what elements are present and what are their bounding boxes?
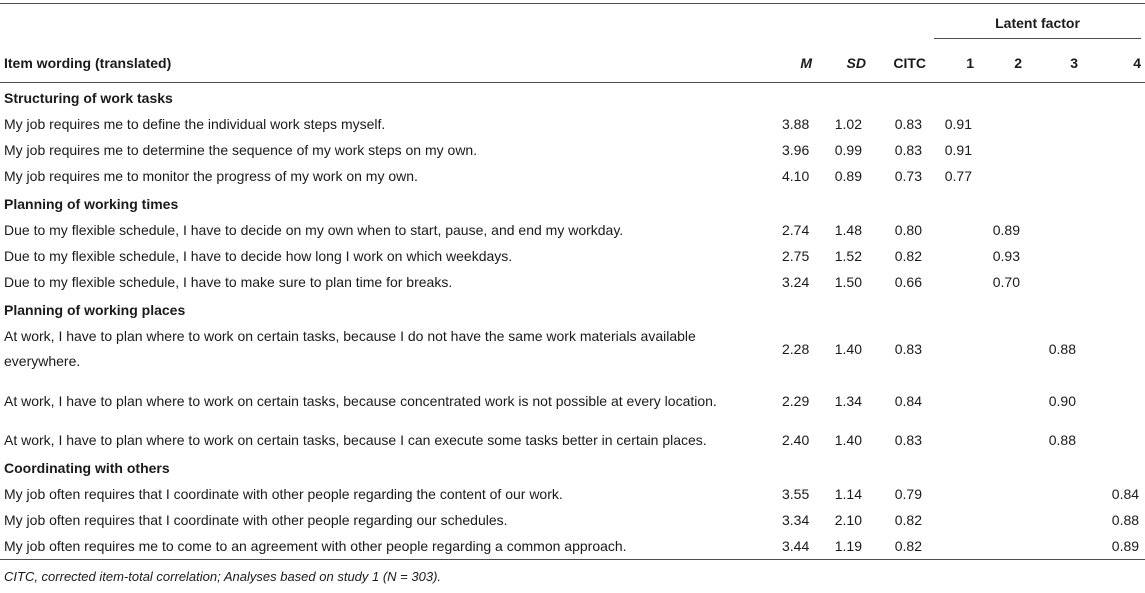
factor-3-header: 3 [1026, 44, 1082, 83]
factor-3-value: 0.88 [1048, 340, 1076, 357]
factor-3-value [1026, 243, 1082, 269]
citc-value: 0.82 [870, 533, 930, 560]
factor-2-value: 0.89 [992, 221, 1020, 238]
citc-value: 0.82 [894, 511, 922, 528]
citc-value: 0.84 [894, 392, 922, 409]
sd-value: 1.02 [834, 115, 862, 132]
factor-4-value [1082, 217, 1145, 243]
factor-4-header: 4 [1082, 44, 1145, 83]
section-header: Structuring of work tasks [4, 89, 173, 106]
table-row [0, 481, 1145, 507]
table-row [0, 323, 1145, 375]
factor-1-value [930, 323, 978, 375]
item-text: Due to my flexible schedule, I have to make sure to plan time for breaks. [4, 273, 453, 290]
item-text: Due to my flexible schedule, I have to decide how long I work on which weekdays. [4, 247, 513, 264]
factor-2-header: 2 [978, 44, 1026, 83]
item-text: At work, I have to plan where to work on certain tasks, because concentrated work is not possible at every location. [4, 392, 717, 409]
table-row [0, 163, 1145, 189]
sd-value: 1.19 [816, 533, 870, 560]
factor-3-value: 0.88 [1048, 431, 1076, 448]
factor-1-value [930, 427, 978, 453]
item-text: At work, I have to plan where to work on certain tasks, because I can execute some tasks better in certain places. [4, 431, 707, 448]
m-value: 2.74 [782, 221, 810, 238]
factor-4-value [1082, 111, 1145, 137]
citc-value: 0.79 [894, 485, 922, 502]
latent-factor-header: Latent factor [930, 4, 1145, 45]
sd-value: 0.89 [834, 167, 862, 184]
m-value: 3.24 [782, 273, 810, 290]
factor-2-value [978, 323, 1026, 375]
m-header: M [778, 44, 816, 83]
citc-value: 0.83 [894, 115, 922, 132]
m-value: 4.10 [782, 167, 810, 184]
table-row [0, 533, 1145, 560]
citc-value: 0.83 [894, 141, 922, 158]
loadings-table [0, 3, 1145, 560]
factor-4-value [1082, 375, 1145, 427]
factor-1-value [930, 269, 978, 295]
factor-2-value [978, 111, 1026, 137]
sd-value: 1.40 [834, 340, 862, 357]
factor-1-value [930, 507, 978, 533]
factor-3-value [1026, 507, 1082, 533]
sd-value: 1.52 [834, 247, 862, 264]
sd-value: 1.34 [834, 392, 862, 409]
factor-2-value [978, 375, 1026, 427]
table-row [0, 243, 1145, 269]
m-value: 3.44 [778, 533, 816, 560]
factor-4-value [1082, 163, 1145, 189]
citc-value: 0.80 [894, 221, 922, 238]
sd-value: 2.10 [834, 511, 862, 528]
item-text: My job requires me to define the individual work steps myself. [4, 115, 386, 132]
factor-3-value [1026, 533, 1082, 560]
section-header: Coordinating with others [4, 459, 170, 476]
factor-2-value [978, 163, 1026, 189]
citc-value: 0.82 [894, 247, 922, 264]
factor-1-value [930, 375, 978, 427]
m-value: 3.55 [782, 485, 810, 502]
m-value: 2.40 [782, 431, 810, 448]
factor-4-value [1082, 427, 1145, 453]
factor-2-value [978, 533, 1026, 560]
citc-value: 0.66 [894, 273, 922, 290]
citc-value: 0.83 [894, 431, 922, 448]
item-text: My job often requires that I coordinate with other people regarding the content of our work. [4, 485, 563, 502]
sd-value: 0.99 [834, 141, 862, 158]
sd-value: 1.48 [834, 221, 862, 238]
factor-2-value: 0.70 [992, 273, 1020, 290]
factor-2-value [978, 427, 1026, 453]
item-text: Due to my flexible schedule, I have to decide on my own when to start, pause, and end my workday. [4, 221, 624, 238]
factor-3-value [1026, 481, 1082, 507]
item-wording-header: Item wording (translated) [0, 44, 778, 83]
sd-header: SD [816, 44, 870, 83]
factor-3-value [1026, 137, 1082, 163]
factor-2-value: 0.93 [992, 247, 1020, 264]
header-row-2 [0, 44, 1145, 83]
factor-1-value: 0.77 [944, 167, 972, 184]
factor-3-value [1026, 163, 1082, 189]
item-text: My job often requires that I coordinate with other people regarding our schedules. [4, 511, 508, 528]
citc-value: 0.83 [894, 340, 922, 357]
item-text: My job requires me to monitor the progress of my work on my own. [4, 167, 418, 184]
factor-1-value [930, 481, 978, 507]
factor-1-header: 1 [930, 44, 978, 83]
factor-4-value [1082, 269, 1145, 295]
m-value: 3.34 [782, 511, 810, 528]
sd-value: 1.14 [834, 485, 862, 502]
factor-3-value: 0.90 [1048, 392, 1076, 409]
item-text: My job requires me to determine the sequence of my work steps on my own. [4, 141, 478, 158]
factor-4-value: 0.84 [1111, 485, 1140, 502]
factor-2-value [978, 481, 1026, 507]
m-value: 3.96 [782, 141, 810, 158]
header-row-1 [0, 4, 1145, 45]
factor-2-value [978, 507, 1026, 533]
factor-1-value: 0.91 [944, 141, 972, 158]
factor-3-value [1026, 111, 1082, 137]
factor-4-value: 0.88 [1111, 511, 1140, 528]
citc-value: 0.73 [894, 167, 922, 184]
factor-4-value [1082, 243, 1145, 269]
table-row [0, 507, 1145, 533]
factor-3-value [1026, 217, 1082, 243]
factor-4-value [1082, 323, 1145, 375]
m-value: 2.29 [782, 392, 810, 409]
factor-2-value [978, 137, 1026, 163]
table-row [0, 427, 1145, 453]
table-row [0, 269, 1145, 295]
section-header: Planning of working times [4, 195, 179, 212]
table-row [0, 137, 1145, 163]
factor-4-value [1082, 137, 1145, 163]
table-body [0, 83, 1145, 560]
item-text: At work, I have to plan where to work on certain tasks, because I do not have the same work materials available everywhere. [4, 328, 696, 369]
m-value: 2.28 [782, 340, 810, 357]
factor-4-value: 0.89 [1082, 533, 1145, 560]
table-row [0, 111, 1145, 137]
factor-3-value [1026, 269, 1082, 295]
table-footnote: CITC, corrected item-total correlation; Analyses based on study 1 (N = 303). [4, 569, 442, 584]
sd-value: 1.40 [834, 431, 862, 448]
sd-value: 1.50 [834, 273, 862, 290]
m-value: 3.88 [782, 115, 810, 132]
item-text: My job often requires me to come to an agreement with other people regarding a common approach. [0, 533, 778, 560]
factor-1-value: 0.91 [944, 115, 972, 132]
factor-1-value [930, 217, 978, 243]
table-row [0, 375, 1145, 427]
citc-header: CITC [870, 44, 930, 83]
factor-1-value [930, 243, 978, 269]
table-row [0, 217, 1145, 243]
factor-1-value [930, 533, 978, 560]
section-header: Planning of working places [4, 301, 186, 318]
m-value: 2.75 [782, 247, 810, 264]
